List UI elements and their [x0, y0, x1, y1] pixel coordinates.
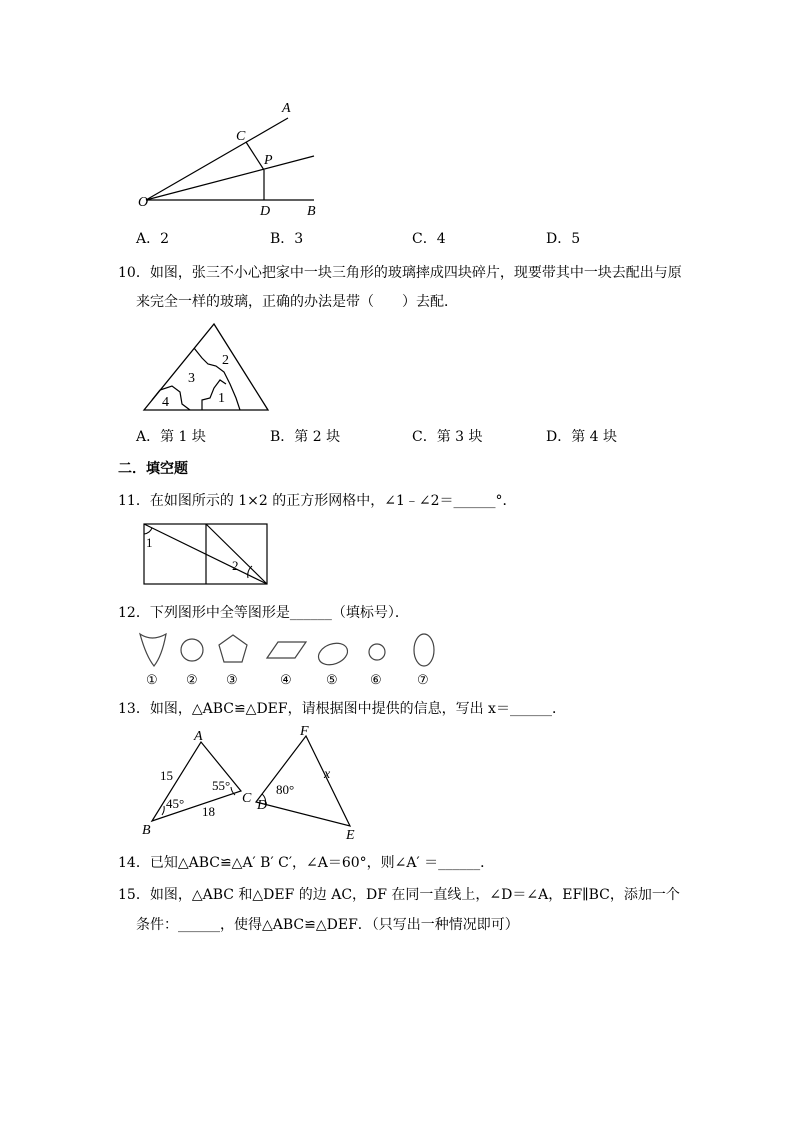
q9-label-c: C: [236, 129, 246, 144]
q9-label-o: O: [138, 195, 149, 210]
q10-options: [136, 426, 656, 446]
q12-label-7: ⑦: [417, 672, 429, 687]
q10-piece-2: 2: [222, 353, 229, 368]
q10-option-c: C．第 3 块: [412, 429, 483, 445]
q9-label-b: B: [307, 204, 316, 219]
q9-label-p: P: [264, 153, 273, 168]
q13-side-bc: 18: [202, 804, 215, 819]
q13-label-f: F: [300, 724, 309, 739]
q9-option-c: C．4: [412, 231, 446, 247]
q10-text-line1: 10．如图，张三不小心把家中一块三角形的玻璃摔成四块碎片，现要带其中一块去配出与原: [118, 265, 682, 281]
q11-angle-2: 2: [232, 558, 239, 573]
q9-option-d: D．5: [546, 231, 581, 247]
q13-label-b: B: [142, 823, 151, 838]
q10-piece-1: 1: [218, 391, 225, 406]
q12-label-6: ⑥: [370, 672, 382, 687]
q9-option-a: A．2: [136, 231, 170, 247]
q11-grid-figure: [140, 520, 272, 588]
q13-angle-c: 55°: [212, 778, 231, 793]
q9-angle-bisector-figure: [136, 96, 326, 220]
q10-broken-glass-figure: [140, 318, 272, 414]
q13-label-e: E: [346, 828, 355, 842]
q12-label-4: ④: [280, 672, 292, 687]
q12-label-2: ②: [186, 672, 198, 687]
q13-label-d: D: [257, 798, 268, 813]
section-fill-in-blank-heading: 二．填空题: [118, 461, 188, 477]
q10-option-a: A．第 1 块: [136, 429, 206, 445]
q12-label-3: ③: [226, 672, 238, 687]
q11-angle-1: 1: [146, 535, 153, 550]
q12-shapes-figure: [130, 626, 442, 688]
q9-label-d: D: [260, 204, 271, 219]
q14-text: 14．已知△ABC≌△A′ B′ C′，∠A＝60°，则∠A′ ＝______．: [118, 855, 495, 871]
q15-text-line1: 15．如图，△ABC 和△DEF 的边 AC，DF 在同一直线上，∠D＝∠A，EF∥BC，添加一个: [118, 887, 680, 903]
q13-label-a: A: [194, 729, 203, 744]
q10-option-b: B．第 2 块: [270, 429, 341, 445]
q12-text: 12．下列图形中全等图形是______（填标号）．: [118, 605, 409, 621]
q10-piece-3: 3: [188, 371, 195, 386]
q13-angle-d: 80°: [276, 782, 295, 797]
q13-label-x: x: [324, 767, 331, 782]
q12-label-5: ⑤: [326, 672, 338, 687]
q13-text: 13．如图，△ABC≌△DEF，请根据图中提供的信息，写出 x＝______．: [118, 701, 566, 717]
q9-option-b: B．3: [270, 231, 304, 247]
q13-label-c: C: [242, 791, 252, 806]
q10-option-d: D．第 4 块: [546, 429, 618, 445]
q13-congruent-triangles-figure: [138, 724, 364, 842]
q9-options: [136, 228, 656, 248]
q9-label-a: A: [282, 101, 291, 116]
q10-text-line2: 来完全一样的玻璃，正确的办法是带（ ）去配．: [136, 294, 458, 310]
q13-side-ab: 15: [160, 768, 173, 783]
q11-text: 11．在如图所示的 1×2 的正方形网格中，∠1﹣∠2＝______°．: [118, 493, 517, 509]
q13-angle-b: 45°: [166, 796, 185, 811]
q12-label-1: ①: [146, 672, 158, 687]
q15-text-line2: 条件：______，使得△ABC≌△DEF．（只写出一种情况即可）: [136, 917, 519, 933]
q10-piece-4: 4: [162, 395, 169, 410]
